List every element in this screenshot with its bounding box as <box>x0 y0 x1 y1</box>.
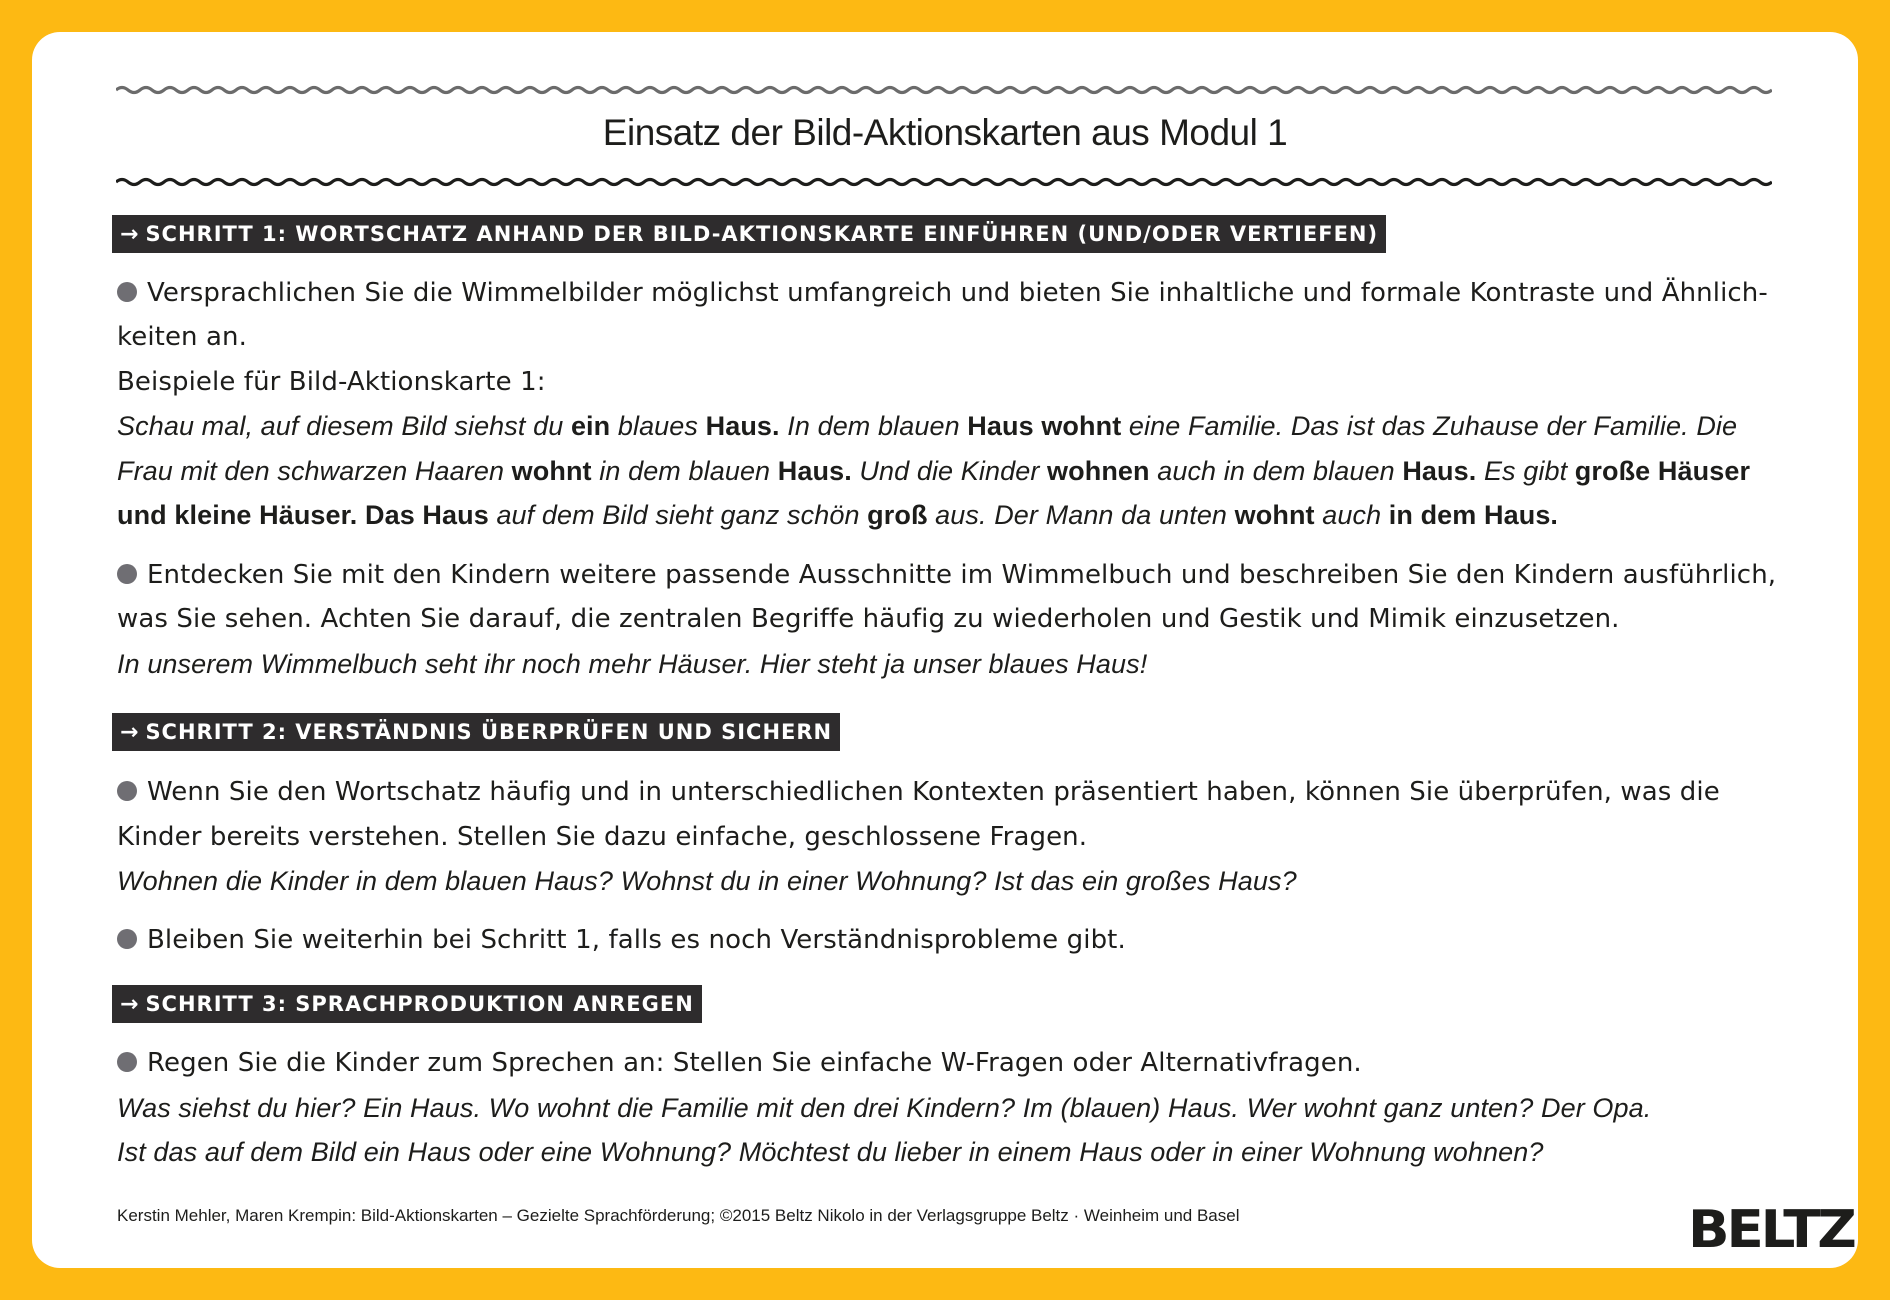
italic-text: Schau mal, auf diesem Bild siehst du <box>117 411 571 441</box>
italic-text: Frau mit den schwarzen Haaren <box>117 456 512 486</box>
arrow-right-icon: → <box>120 222 140 247</box>
bold-keyword: Haus wohnt <box>967 411 1122 441</box>
italic-text: eine Familie. Das ist das Zuhause der Familie. Die <box>1121 411 1738 441</box>
step-2-header <box>112 713 840 751</box>
italic-text: In dem blauen <box>779 411 968 441</box>
copyright-footer: Kerstin Mehler, Maren Krempin: Bild-Aktionskarten – Gezielte Sprachförderung; ©2015 Beltz Nikolo in der Verlagsgruppe Beltz · Weinheim und Basel <box>117 1206 1240 1225</box>
step-3-example-line-1: Was siehst du hier? Ein Haus. Wo wohnt die Familie mit den drei Kindern? Im (blauen) Haus. Wer wohnt ganz unten? Der Opa. <box>117 1093 1652 1123</box>
bullet-icon <box>117 929 137 949</box>
wavy-divider-top <box>116 83 1772 97</box>
step-2-title: SCHRITT 2: VERSTÄNDNIS ÜBERPRÜFEN UND SICHERN <box>145 720 833 744</box>
step-1-title: SCHRITT 1: WORTSCHATZ ANHAND DER BILD-AKTIONSKARTE EINFÜHREN (UND/ODER VERTIEFEN) <box>145 222 1379 246</box>
bold-keyword: Haus. <box>705 411 780 441</box>
bold-keyword: Haus. <box>1402 456 1477 486</box>
step-1-bullet-2-example: In unserem Wimmelbuch seht ihr noch mehr Häuser. Hier steht ja unser blaues Haus! <box>117 649 1148 679</box>
italic-text: auch <box>1314 500 1389 530</box>
step-1-header <box>112 215 1386 253</box>
wavy-divider-bottom <box>116 175 1772 189</box>
step-1-bullet-2-line-1: Entdecken Sie mit den Kindern weitere passende Ausschnitte im Wimmelbuch und beschreiben Sie den Kindern ausführlich, <box>117 560 1782 590</box>
bold-keyword: in dem Haus. <box>1388 500 1559 530</box>
italic-text: auf dem Bild sieht ganz schön <box>488 500 868 530</box>
arrow-right-icon: → <box>120 720 140 745</box>
step-1-examples-intro: Beispiele für Bild-Aktionskarte 1: <box>117 367 546 397</box>
step-1-bullet-1-line-1: Versprachlichen Sie die Wimmelbilder möglichst umfangreich und bieten Sie inhaltliche und formale Kontraste und Ähnlich- <box>117 278 1782 308</box>
italic-text: blaues <box>610 411 706 441</box>
step-2-bullet-1-example: Wohnen die Kinder in dem blauen Haus? Wohnst du in einer Wohnung? Ist das ein großes Haus? <box>117 866 1297 896</box>
bold-keyword: ein <box>570 411 611 441</box>
step-3-bullet-1-line-1: Regen Sie die Kinder zum Sprechen an: Stellen Sie einfache W-Fragen oder Alternativfragen. <box>117 1048 1782 1078</box>
page-title: Einsatz der Bild-Aktionskarten aus Modul 1 <box>602 112 1288 153</box>
step-3-title: SCHRITT 3: SPRACHPRODUKTION ANREGEN <box>145 992 694 1016</box>
step-1-example-line-3 <box>117 500 1782 531</box>
beltz-logo: BELTZ <box>1688 1200 1854 1260</box>
step-1-bullet-2-line-2: was Sie sehen. Achten Sie darauf, die zentralen Begriffe häufig zu wiederholen und Gestik und Mimik einzusetzen. <box>117 604 1620 634</box>
bold-keyword: und kleine Häuser. Das Haus <box>117 500 489 530</box>
bullet-icon <box>117 564 137 584</box>
bold-keyword: wohnt <box>1234 500 1315 530</box>
italic-text: in dem blauen <box>591 456 778 486</box>
step-2-bullet-1-line-2: Kinder bereits verstehen. Stellen Sie dazu einfache, geschlossene Fragen. <box>117 822 1088 852</box>
italic-text: aus. Der Mann da unten <box>927 500 1235 530</box>
step-2-bullet-1-line-1: Wenn Sie den Wortschatz häufig und in unterschiedlichen Kontexten präsentiert haben, können Sie überprüfen, was die <box>117 777 1782 807</box>
bullet-icon <box>117 1052 137 1072</box>
step-3-header <box>112 985 702 1023</box>
italic-text: Es gibt <box>1476 456 1575 486</box>
arrow-right-icon: → <box>120 992 140 1017</box>
italic-text: Und die Kinder <box>851 456 1048 486</box>
step-2-bullet-2-line-1: Bleiben Sie weiterhin bei Schritt 1, falls es noch Verständnisprobleme gibt. <box>117 925 1782 955</box>
bold-keyword: Haus. <box>777 456 852 486</box>
bold-keyword: groß <box>867 500 928 530</box>
bold-keyword: wohnen <box>1047 456 1150 486</box>
italic-text: auch in dem blauen <box>1149 456 1403 486</box>
bold-keyword: wohnt <box>511 456 592 486</box>
bullet-icon <box>117 781 137 801</box>
step-1-example-line-1 <box>117 411 1782 442</box>
step-1-bullet-1-line-2: keiten an. <box>117 322 247 352</box>
step-1-example-line-2 <box>117 456 1782 487</box>
step-3-example-line-2: Ist das auf dem Bild ein Haus oder eine Wohnung? Möchtest du lieber in einem Haus oder in einer Wohnung wohnen? <box>117 1137 1544 1167</box>
bold-keyword: große Häuser <box>1574 456 1751 486</box>
bullet-icon <box>117 282 137 302</box>
